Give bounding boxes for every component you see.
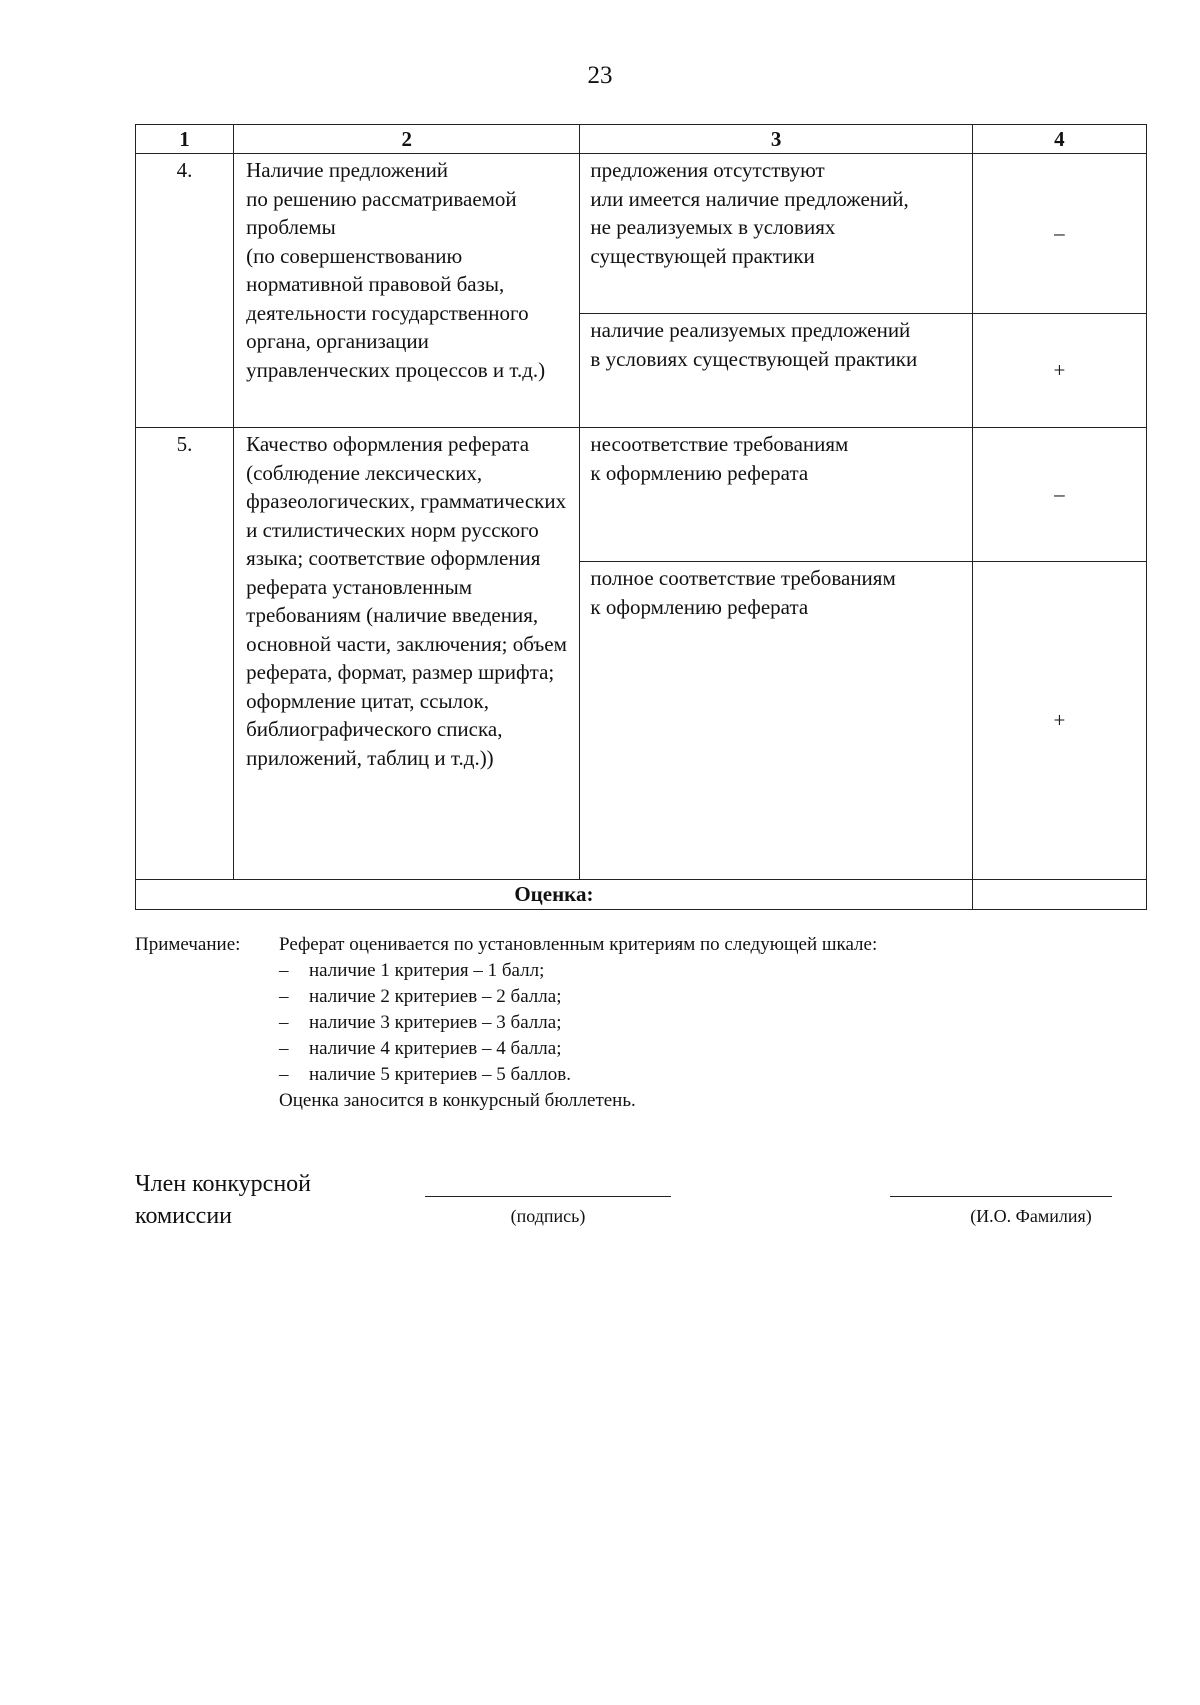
mark-cell: – bbox=[972, 428, 1146, 562]
mark-cell: + bbox=[972, 562, 1146, 880]
note-item: – наличие 5 критериев – 5 баллов. bbox=[279, 1064, 571, 1085]
total-row bbox=[136, 880, 1147, 910]
column-header: 1 bbox=[136, 125, 234, 154]
note-item: – наличие 2 критериев – 2 балла; bbox=[279, 986, 562, 1007]
column-header: 4 bbox=[972, 125, 1146, 154]
table-row bbox=[136, 154, 1147, 314]
signature-caption: (подпись) bbox=[510, 1206, 586, 1226]
condition-text bbox=[580, 428, 972, 562]
criterion-text bbox=[234, 428, 580, 880]
condition-text bbox=[580, 154, 972, 314]
condition-text bbox=[580, 314, 972, 428]
row-number: 4. bbox=[136, 154, 234, 428]
note-item-text: наличие 4 критериев – 4 балла; bbox=[309, 1038, 562, 1059]
note-label: Примечание: bbox=[135, 934, 241, 955]
note-outro: Оценка заносится в конкурсный бюллетень. bbox=[279, 1090, 636, 1111]
note-item-text: наличие 2 критериев – 2 балла; bbox=[309, 986, 562, 1007]
signature-line bbox=[425, 1196, 671, 1197]
column-header: 2 bbox=[234, 125, 580, 154]
name-line bbox=[890, 1196, 1112, 1197]
criteria-table bbox=[135, 124, 1147, 910]
name-caption: (И.О. Фамилия) bbox=[970, 1206, 1092, 1226]
criterion-text-content: Наличие предложений по решению рассматриваемой проблемы (по совершенствованию нормативной правовой базы, деятельности государственного органа, организации управленческих процессов и т.д.) bbox=[246, 158, 546, 382]
signature-role-line2: комиссии bbox=[135, 1203, 233, 1229]
note-intro: Реферат оценивается по установленным критериям по следующей шкале: bbox=[279, 934, 878, 955]
table-header-row bbox=[136, 125, 1147, 154]
signature-role-line1: Член конкурсной bbox=[135, 1171, 312, 1197]
condition-text-content: полное соответствие требованиям к оформлению реферата bbox=[590, 566, 896, 619]
note-item: – наличие 1 критерия – 1 балл; bbox=[279, 960, 545, 981]
condition-text bbox=[580, 562, 972, 880]
page-number: 23 bbox=[587, 62, 613, 89]
condition-text-content: несоответствие требованиям к оформлению реферата bbox=[590, 432, 849, 485]
note-body bbox=[279, 932, 877, 1114]
criterion-text bbox=[234, 154, 580, 428]
note-item: – наличие 3 критериев – 3 балла; bbox=[279, 1012, 562, 1033]
row-number: 5. bbox=[136, 428, 234, 880]
table-row bbox=[136, 428, 1147, 562]
note-item: – наличие 4 критериев – 4 балла; bbox=[279, 1038, 562, 1059]
condition-text-content: предложения отсутствуют или имеется наличие предложений, не реализуемых в условиях существующей практики bbox=[590, 158, 909, 268]
total-label: Оценка: bbox=[136, 880, 973, 910]
note-item-text: наличие 3 критериев – 3 балла; bbox=[309, 1012, 562, 1033]
signature-role bbox=[135, 1168, 311, 1232]
mark-cell: – bbox=[972, 154, 1146, 314]
mark-cell: + bbox=[972, 314, 1146, 428]
condition-text-content: наличие реализуемых предложений в условиях существующей практики bbox=[590, 318, 918, 371]
total-value bbox=[972, 880, 1146, 910]
column-header: 3 bbox=[580, 125, 972, 154]
note-item-text: наличие 1 критерия – 1 балл; bbox=[309, 960, 545, 981]
note-item-text: наличие 5 критериев – 5 баллов. bbox=[309, 1064, 571, 1085]
criterion-text-content: Качество оформления реферата (соблюдение лексических, фразеологических, грамматических и стилистических норм русского языка; соответствие оформления реферата установленным требованиям (наличие введения, основной части, заключения; объем реферата, формат, размер шрифта; оформление цитат, ссылок, библиографического списка, приложений, таблиц и т.д.)) bbox=[246, 432, 567, 770]
